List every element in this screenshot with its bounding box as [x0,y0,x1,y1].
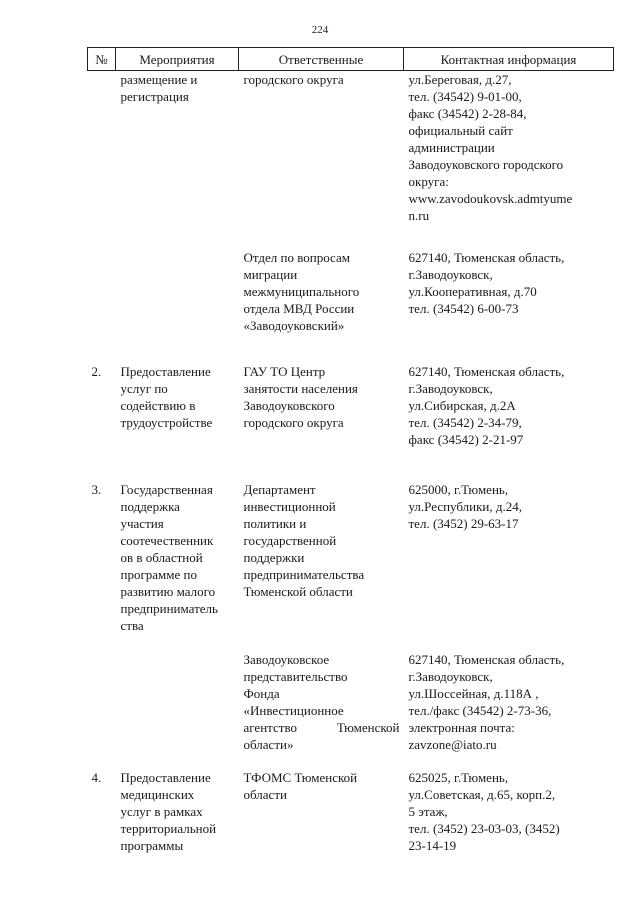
responsible-line: ГАУ ТО Центр [243,364,326,379]
contact-line: округа: [408,174,449,189]
header-contact-info: Контактная информация [404,48,614,71]
contact-cell [404,448,614,634]
contact-line: ул.Шоссейная, д.118А , [408,686,539,701]
contact-cell [404,753,614,854]
responsible-line: ТФОМС Тюменской [243,770,358,785]
responsible-line: поддержки [243,550,305,565]
responsible-line: «Заводоуковский» [243,318,345,333]
contact-cell [404,224,614,334]
table-row [88,634,614,753]
contact-line: n.ru [408,208,430,223]
contact-cell [404,71,614,225]
contact-line: ул.Сибирская, д.2А [408,398,516,413]
page-number: 224 [311,24,329,36]
contact-line: факс (34542) 2-21-97 [408,432,524,447]
contact-line: 625025, г.Тюмень, [408,770,509,785]
contact-line: ул.Советская, д.65, корп.2, [408,787,556,802]
measure-line: регистрация [120,89,189,104]
measure-line: территориальной [120,821,217,836]
contact-cell [404,334,614,448]
responsible-line: агентство Тюменской [243,720,400,735]
responsible-cell [239,634,404,753]
responsible-line: области» [243,737,294,752]
measure-line: развитию малого [120,584,216,599]
measure-line: Предоставление [120,364,211,379]
contact-line: официальный сайт [408,123,513,138]
contact-line: тел. (34542) 9-01-00, [408,89,522,104]
contact-line: 23-14-19 [408,838,457,853]
responsible-line: «Инвестиционное [243,703,344,718]
contact-line: г.Заводоуковск, [408,669,493,684]
row-number [88,71,116,225]
responsible-line: Департамент [243,482,316,497]
row-number: 3. [91,482,102,497]
header-number: № [88,48,116,71]
contact-line: 627140, Тюменская область, [408,364,565,379]
row-number [88,224,116,334]
contact-line: тел./факс (34542) 2-73-36, [408,703,552,718]
responsible-line: государственной [243,533,337,548]
contact-line: факс (34542) 2-28-84, [408,106,527,121]
contact-line: г.Заводоуковск, [408,267,493,282]
measure-line: поддержка [120,499,180,514]
measure-line: Предоставление [120,770,211,785]
table-row [88,753,614,854]
table-header-row [88,48,614,71]
measure-line: услуг по [120,381,168,396]
contact-line: 5 этаж, [408,804,448,819]
table-row [88,448,614,634]
measures-table [87,47,614,854]
contact-line: тел. (34542) 6-00-73 [408,301,519,316]
measure-line: ов в областной [120,550,203,565]
measure-cell [116,71,239,225]
measure-line: размещение и [120,72,198,87]
responsible-line: городского округа [243,72,344,87]
measure-line: программе по [120,567,197,582]
measure-cell [116,753,239,854]
responsible-line: городского округа [243,415,344,430]
measure-line: участия [120,516,164,531]
responsible-line: Отдел по вопросам [243,250,350,265]
table-row [88,224,614,334]
measure-cell [116,334,239,448]
measure-line: медицинских [120,787,195,802]
contact-line: 627140, Тюменская область, [408,652,565,667]
contact-line: zavzone@iato.ru [408,737,497,752]
table-body [88,71,614,855]
contact-line: Заводоуковского городского [408,157,564,172]
measure-line: ства [120,618,144,633]
measure-cell [116,634,239,753]
responsible-line: инвестиционной [243,499,336,514]
measure-line: трудоустройстве [120,415,213,430]
responsible-line: отдела МВД России [243,301,355,316]
responsible-cell [239,71,404,225]
responsible-line: Заводоуковского [243,398,335,413]
row-number: 4. [91,770,102,785]
measure-line: предприниматель [120,601,218,616]
contact-line: ул.Кооперативная, д.70 [408,284,537,299]
contact-line: 625000, г.Тюмень, [408,482,509,497]
contact-line: электронная почта: [408,720,515,735]
responsible-line: предпринимательства [243,567,365,582]
contact-line: тел. (3452) 29-63-17 [408,516,519,531]
contact-line: ул.Республики, д.24, [408,499,522,514]
contact-line: тел. (3452) 23-03-03, (3452) [408,821,560,836]
row-number [88,634,116,753]
responsible-line: политики и [243,516,307,531]
responsible-cell [239,753,404,854]
responsible-cell [239,334,404,448]
contact-line: г.Заводоуковск, [408,381,493,396]
contact-cell [404,634,614,753]
responsible-line: Заводоуковское [243,652,330,667]
measure-line: программы [120,838,184,853]
responsible-line: области [243,787,287,802]
contact-line: 627140, Тюменская область, [408,250,565,265]
responsible-line: Тюменской области [243,584,353,599]
table-row [88,334,614,448]
header-measures: Мероприятия [116,48,239,71]
measure-line: услуг в рамках [120,804,203,819]
measure-line: содействию в [120,398,196,413]
contact-line: администрации [408,140,495,155]
measure-cell [116,224,239,334]
responsible-line: межмуниципального [243,284,360,299]
measure-line: соотечественник [120,533,214,548]
header-responsible: Ответственные [239,48,404,71]
responsible-line: занятости населения [243,381,358,396]
contact-line: тел. (34542) 2-34-79, [408,415,522,430]
responsible-cell [239,448,404,634]
table-row [88,71,614,225]
row-number: 2. [91,364,102,379]
measure-cell [116,448,239,634]
responsible-line: представительство [243,669,348,684]
contact-line: www.zavodoukovsk.admtyume [408,191,573,206]
contact-line: ул.Береговая, д.27, [408,72,512,87]
responsible-cell [239,224,404,334]
measure-line: Государственная [120,482,213,497]
responsible-line: Фонда [243,686,280,701]
responsible-line: миграции [243,267,298,282]
